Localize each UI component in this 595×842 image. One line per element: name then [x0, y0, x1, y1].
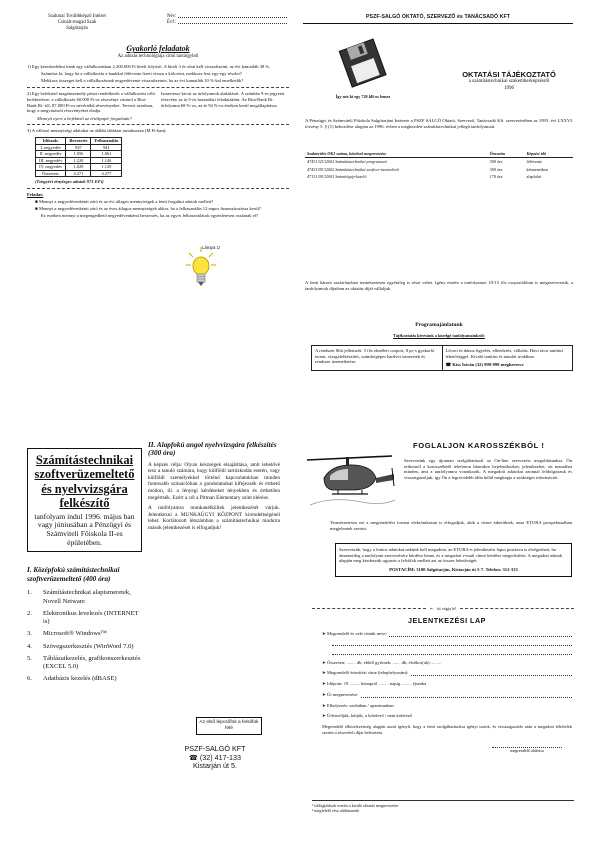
cut-line — [312, 606, 574, 611]
course-1-list — [27, 589, 142, 683]
form-label: Megrendelő értesítési címe (telephelyszám): — [327, 670, 409, 676]
table-cell: kétmenetben — [526, 166, 548, 172]
list-item: 5. Táblázatkezelés, grafikonszerkesztés (EXCEL 5.0) — [27, 654, 141, 671]
table-cell: 1.056 — [66, 151, 91, 158]
form-input[interactable] — [361, 694, 572, 698]
course-1-title — [27, 566, 142, 584]
list-item-text: Elektronikus levelezés (INTERNET is) — [43, 609, 139, 626]
course-table — [305, 150, 573, 180]
table-header: Szakterület OKJ száma, kötelező megnevezése — [305, 150, 488, 158]
company-header: PSZF-SALGÓ OKTATÓ, SZERVEZŐ és TANÁCSADÓ KFT — [365, 14, 511, 20]
booking-info: Szervezünk egy újonnan szolgáltatással az On-line szervezési megoldásunkat. Ön otthonról a karosszékből telefonon bármikor bejelentkezhet, jelentkezhet, ott maradhat minden, ami a tanfolyamra vonatkozik. A megadott adatokat azonnal feldolgozzuk és visszaigazoljuk, így Ön a legrövidebb időn belül megkapja a szükséges információt. — [404, 458, 572, 481]
contact-address: Kistarján út 5. — [193, 761, 237, 771]
form-label[interactable]: Időpont: 19 ......... hónapról ......... napig ......... éjszaka — [327, 681, 427, 687]
table-header: Képzési idő — [525, 150, 573, 158]
table-cell: 1.129 — [91, 164, 122, 171]
registration-form — [322, 616, 572, 753]
table-header: Óraszám — [488, 150, 525, 158]
footnotes — [312, 800, 574, 814]
bullet-item: ■ Mennyi a negyedévenkénti záró és az évi átlagos mennyiségek a fenti forgalmi adatok mellett? — [35, 199, 214, 205]
cut-line-left — [312, 608, 426, 609]
table-note: (Tárgyévi tényleges adatok 971 EFt) — [35, 179, 104, 185]
table-cell: IV. negyedév — [36, 164, 66, 171]
contact-company: PSZF-SALGÓ KFT — [184, 744, 246, 753]
school-line: Salgótarján — [66, 25, 88, 31]
info-year: 1996 — [504, 85, 514, 91]
task-1b: Mekkora összeget kell a vállalkozásnak negyedévente visszafizetnie, ha az évi kamatláb 10 %-kal emelkedik? — [41, 78, 244, 84]
list-item: 6. Adatbázis kezelés (dBASE) — [27, 675, 117, 683]
program-box-right — [443, 346, 573, 370]
divider — [27, 188, 289, 189]
table-row — [36, 170, 122, 177]
logo-caption: Így néz ki egy 720 kB-os lemez — [335, 93, 391, 99]
course-2-body — [148, 462, 280, 532]
divider — [27, 124, 289, 125]
lightbulb-icon — [185, 245, 221, 295]
name-label: Név: — [167, 14, 177, 19]
closing-text: Ez esetben mennyi a megengedhető negyedévenkénti beszerzés, ha az egyes felhasználások egyenletesen oszlanak el? — [41, 213, 259, 219]
table-cell: 941 — [91, 144, 122, 151]
form-line-date — [322, 681, 572, 687]
table-row — [305, 166, 573, 173]
form-line-total — [322, 660, 572, 666]
page-title: Gyakorló feladatok — [126, 43, 190, 53]
booking-frame — [335, 543, 572, 577]
course-title-box — [27, 448, 142, 552]
footnote: ² megfelelő rész aláhúzandó — [312, 808, 359, 814]
list-item-text: Adatbázis kezelés (dBASE) — [43, 675, 117, 683]
program-box-left: A rendszer 8bit jellemzői: 5 fős elméleti csoport, 8 pc-s gyakorló terem, vizsgafelkészítés, számítógépes hardver ismeretek és rendszer üzemeltetése. — [312, 346, 443, 370]
floppy-disk-icon — [333, 38, 393, 98]
form-label[interactable]: Üdvözöljük, kérjük, a kötelező / nem kötelező — [327, 713, 412, 719]
table-cell: 4743139132002 Számítástechnikai szoftver-üzemeltető — [307, 166, 399, 172]
booking-frame-text: Szervezzük, hogy a fontos adatokat nekünk kell megadnia, az ETURA-n jelentkezési lapot postázva is elvégezheti, ha átmenetileg a tanfolyam szervezésére kérdése lenne, és a megadott e-mail címre kérdése megerősítést. A megadott adatok alapján meg kérdezzük ugyanis a felsőfok mellett azt az összes lehetőségét. — [339, 547, 563, 564]
table-cell: 1.220 — [66, 157, 91, 164]
bullet-text: Mennyi a negyedévenkénti záró és az évi átlagos mennyiségek a fenti forgalmi adatok mellett? — [38, 199, 214, 205]
year-label: Évf.: — [167, 19, 177, 25]
tip-label: Lámpa 1! — [202, 245, 221, 250]
table-row — [36, 151, 122, 158]
form-line-blank — [322, 651, 572, 655]
table-row — [36, 157, 122, 164]
form-label[interactable]: Összesen: ........ db, ebből győrnek: ....... db, elsőkor(ak): ........ — [327, 659, 442, 665]
task-2-question: Mennyit nyert a befektető az értékpapír forgalmán? — [37, 115, 132, 121]
course-table-wrap — [305, 150, 573, 180]
task-1: 1) Egy kereskedelmi bank egy vállalkozásban 2.200.000 Ft hitelt folyósít. A hitelt 3 év alatt kell visszafizetni, az évi kamatláb 38 %. — [27, 63, 271, 69]
signature-line[interactable]: megrendelő aláírása — [492, 747, 562, 753]
program-contact: ☎ Kiss István (32) 999-999 megkeresve — [445, 362, 524, 368]
table-cell: alapfokú — [526, 173, 542, 179]
list-item-text: Szövegszerkesztés (WinWord 7.0) — [43, 642, 134, 650]
course-title: Számítástechnikai szoftverüzemeltető és nyelvvizsgára felkészítő — [34, 453, 135, 511]
list-item: 1. Számítástechnikai alapismeretek, Novell Netware — [27, 589, 142, 605]
list-item: 4. Szövegszerkesztés (WinWord 7.0) — [27, 642, 134, 650]
form-line-obligation — [322, 713, 572, 719]
mid-text: A fenti három szakirányban természetesen egyénileg is részt vehet. Igény esetén a tanfolyamot 10-15 fős csoportokban is megszervezzük, a tanfolyamok díjaiban az oktatás díját vállaljuk. — [305, 280, 573, 291]
tagline-box: Az első lépcsőfok a felsőfok felé — [196, 717, 262, 735]
arrow-icon: ➤ — [322, 681, 327, 687]
scissors-icon: ✂ — [429, 606, 434, 611]
arrow-icon: ➤ — [322, 670, 327, 676]
booking-mid-text: Természetesen ezt a megrendelést formai elekrónikusan is elfogadjuk, akik a címre átkerülnek, azaz ETURA prospektusában megjelentek szerint. — [330, 520, 572, 531]
arrow-icon: ➤ — [322, 631, 327, 636]
footnote: ¹ túlfoglalások esetén a kiváló oktatás megnevezése — [312, 803, 399, 808]
task-label: Feladat: — [27, 191, 44, 197]
page-subtitle: Az adózás technológiája című tantárgyból — [117, 53, 199, 59]
intro-text: A Pénzügyi és Számviteli Főiskola Salgótarjáni Intézete a PSZF SALGÓ Oktató, Szervező, Tanácsadó Kft. szervezésében az 1993. évi LXXVI. törvény 5. § (1) bekezdése alapján az 1996. évben a megkezdett számítástechnikai jellegű tanfolyamait. — [305, 118, 573, 129]
top-right-quadrant — [303, 14, 573, 24]
table-cell: 947 — [66, 144, 91, 151]
data-table — [35, 137, 122, 177]
task-1a: Számítsa ki, hogy ha a vállalkozás a bankkal félévente fizeti vissza a kölcsönt, mekkora lesz egy-egy részlet? — [41, 71, 242, 77]
table-cell: félévente — [526, 159, 542, 165]
info-subtitle: a számítástechnikai szakemberképzésről — [468, 79, 550, 85]
list-item-text: Számítástechnikai alapismeretek, Novell Netware — [43, 589, 131, 605]
list-item: 3. Microsoft® Windows™ — [27, 630, 108, 638]
form-line-customer — [322, 631, 572, 637]
form-note: Megrendelő elkötelezettség alapján azzal igényli, hogy a fenti szolgáltatásokra igényt tartok, és visszaigazolás után a megadott feltételek szerint a részvételi díjat befizetem. — [322, 724, 572, 735]
table-cell: Összesen: — [36, 170, 66, 177]
info-title: OKTATÁSI TÁJÉKOZTATÓ — [462, 70, 556, 79]
task-2-text: 2) Egy befektető magánszemély pénzt rendelkezik a vállalkozási célú befektetésre, a vállalkozás 60.000 Ft-os részvényt vásárol a Rita-Bank Rt.-től, 87.000 Ft-os névértékű részvényeket. Tervezi azonban, hogy a megvásárolt részvényeket eladja. — [27, 91, 155, 114]
list-item-text: Táblázatkezelés, grafikonszerkesztés (EXCEL 5.0) — [43, 654, 141, 671]
cut-hint: itt vágja le! — [437, 606, 457, 611]
form-input[interactable] — [411, 672, 572, 676]
table-cell: 4.277 — [91, 170, 122, 177]
booking-heading: FOGLALJON KAROSSZÉKBÓL ! — [413, 441, 545, 450]
form-label: Megrendelő és vele címük neve: — [327, 631, 387, 636]
table-row — [36, 164, 122, 171]
course-1-text: I. Középfokú számítástechnikai szoftverüzemeltető (400 óra) — [27, 566, 120, 584]
contact-phone: ☎ (32) 417-133 — [188, 752, 242, 762]
table-header: Bevezetés — [66, 138, 91, 145]
table-header: Időszak: — [36, 138, 66, 145]
table-cell: I. negyedév — [36, 144, 66, 151]
table-cell: 1.061 — [91, 151, 122, 158]
program-contact-text: Kiss István (32) 999-999 megkeresve — [452, 362, 524, 368]
table-cell: 300 óra — [489, 166, 503, 172]
task-2 — [27, 91, 289, 115]
form-label[interactable]: Elhelyezés: szobában / apartmanban — [327, 702, 394, 708]
top-left-quadrant — [27, 14, 289, 221]
form-line-address — [322, 670, 572, 676]
cut-line-right — [460, 608, 574, 609]
bullet-text: Mennyi a negyedévenkénti záró és az éves átlagos mennyiségek akkor, ha a felhasználás 12 napos finanszírozásra kerül? — [38, 206, 261, 212]
table-cell: 500 óra — [489, 159, 503, 165]
form-input[interactable] — [332, 642, 572, 646]
form-title: JELENTKEZÉSI LAP — [408, 616, 486, 625]
task-2-text-right: Ismertesse kicsit az árfolyamok alakulását. A számlán 9-es jegyzett részvény az ár 5-ös használati feladataként. Az Rita-Bank Rt. árfolyama 68 %-os, az ár 94 %-os értéken kerül megállapításra. — [161, 91, 285, 108]
school-line: Szakmai Továbbképző Intézet — [48, 14, 106, 19]
arrow-icon: ➤ — [322, 702, 327, 708]
contact-block — [175, 745, 255, 771]
program-heading: Programajánlatunk — [415, 322, 463, 328]
table-cell: 1.146 — [91, 157, 122, 164]
table-row — [305, 158, 573, 166]
form-line-blank — [322, 642, 572, 646]
form-line-route — [322, 692, 572, 698]
bottom-left-right-column — [148, 441, 280, 533]
divider — [303, 23, 573, 24]
postal-address: POSTACÍM: 3100 Salgótarján, Kistarján út 5-7. Telefon: 312-333 — [389, 567, 518, 573]
arrow-icon: ➤ — [322, 659, 327, 665]
name-line — [178, 14, 287, 18]
table-cell: 4713139132003 Számítógép-kezelő — [307, 173, 367, 179]
table-cell: 4.271 — [66, 170, 91, 177]
school-header — [27, 14, 127, 32]
list-item: 2. Elektronikus levelezés (INTERNET is) — [27, 610, 142, 626]
course-subtitle: tanfolyam indul 1996. május ban vagy júniusában a Pénzügyi és Számviteli Főiskola II-es épületében. — [34, 511, 135, 547]
form-label: Út megnevezése: — [327, 691, 359, 697]
table-row — [36, 144, 122, 151]
arrow-icon: ➤ — [322, 691, 327, 697]
table-cell: 1.029 — [66, 164, 91, 171]
table-row — [305, 173, 573, 180]
form-input[interactable] — [389, 633, 572, 637]
table-cell: 170 óra — [489, 173, 503, 179]
task-3: 3) A változó mennyiségi adatokat az alábbi táblázat tartalmazza (M Ft-ban): — [27, 128, 167, 134]
table-cell: 4743132132002 Számítástechnikai programozó — [307, 159, 387, 165]
table-header: Felhasználás — [91, 138, 122, 145]
program-subheading: Tájékoztatás kérésünk a közelgő tanfolyamainkról: — [393, 333, 485, 338]
course-2-title: II. Alapfokú angol nyelvvizsgára felkészítés (300 óra) — [148, 441, 277, 458]
course-2-paragraph: A képzés célja: Olyan készségek elsajátítása, amit lehetővé tesz a tanuló számára, hogy külföldi tartózkodás esetén, vagy külföldi személyekkel történő kapcsolatokban minden fontosabb szituációban a gondolataikat kifejezzék és érthető módon, ill. a lényegi kérdéseket tényekben és érthetően megértsék. Ezért a cél a Pitman Elementary szint elérése. — [148, 461, 280, 501]
list-item-text: Microsoft® Windows™ — [43, 630, 108, 638]
year-line — [178, 20, 287, 24]
program-box — [311, 345, 573, 371]
divider — [27, 87, 289, 88]
bullet-item: ■ Mennyi a negyedévenkénti záró és az éves átlagos mennyiségek akkor, ha a felhasználás 12 napos finanszírozásra kerül? — [35, 206, 261, 212]
helicopter-icon — [302, 450, 397, 512]
name-fields — [167, 14, 287, 26]
info-header — [450, 70, 568, 92]
course-2-paragraph: A tanfolyamra munkanélküliek jelentkezését várjuk. Jelentkezni a MUNKAÜGYI KÖZPONT kirendeltségénél lehet. Korlátozott létszámban a számítástechnikai modulra mások jelentkezését is elfogadjuk! — [148, 505, 280, 532]
arrow-icon: ➤ — [322, 713, 327, 719]
form-line-accommodation — [322, 703, 572, 709]
table-cell: II. negyedév — [36, 151, 66, 158]
form-input[interactable] — [332, 651, 572, 655]
school-line: Csinált-magad Szak — [57, 19, 97, 25]
program-box-right-text: Lőcsei és dános figyelés, ellenőrzés, vállalás. Havi rácsi tanítási lehetőséggel. Kiváló tanítási és tanulói irodában. — [445, 348, 563, 359]
table-cell: III. negyedév — [36, 157, 66, 164]
bottom-left-column — [27, 448, 142, 687]
